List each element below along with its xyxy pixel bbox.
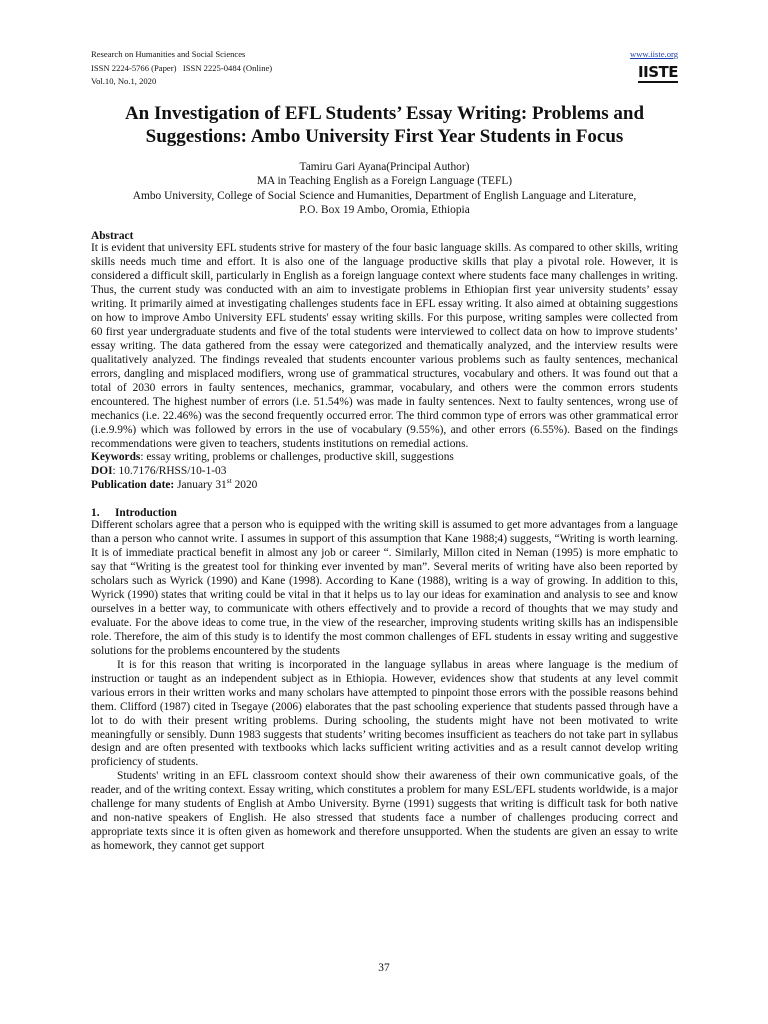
journal-url-link[interactable]: www.iiste.org: [630, 49, 678, 59]
journal-branding: [630, 48, 678, 83]
journal-volume: Vol.10, No.1, 2020: [91, 76, 157, 86]
keywords-line: [91, 451, 678, 465]
abstract-text: It is evident that university EFL students strive for mastery of the four basic language skills. As compared to other skills, writing skills needs much time and effort. It is also one of the language productive skills that play a pivotal role. However, it is considered a difficult skill, particularly in English as a foreign language context where students face many challenges in writing. Thus, the current study was conducted with an aim to investigate problems in Ethiopian first year university students’ essay writing. It primarily aimed at investigating challenges students face in EFL essay writing. It also aimed at obtaining suggestions on how to improve Ambo University EFL students' essay writing skills. For this purpose, writing samples were collected from 60 first year undergraduate students and five of the total students were interviewed to collect data on how to improve students’ essay writing. The data gathered from the essay were categorized and thematically analyzed, and the interview results were qualitatively analyzed. The findings revealed that students encounter various problems such as faulty sentences, mechanical errors, dangling and misplaced modifiers, wrong use of grammatical structures, vocabulary and others. It was found out that a total of 2030 errors in faulty sentences, mechanics, grammar, vocabulary, and others were the common errors students encountered. The highest number of errors (i.e. 51.54%) was made in faulty sentences. Next to faulty sentences, wrong use of mechanics (i.e. 22.46%) was the second frequently occurred error. The third common type of errors was other grammatical error (i.e.9.9%) which was followed by errors in the use of vocabulary (9.55%), and other errors (6.55%). Based on the findings recommendations were given to teachers, students institutions on remedial actions.: [91, 242, 678, 450]
paper-title: An Investigation of EFL Students’ Essay Writing: Problems and Suggestions: Ambo University First Year Students in Focus: [124, 103, 645, 147]
intro-paragraph: Students' writing in an EFL classroom context should show their awareness of their own communicative goals, of the reader, and of the writing context. Essay writing, which constitutes a problem for many ESL/EFL students worldwide, is a major challenge for many students of English at Ambo University. Byrne (1991) suggests that writing is difficult task for both native and non-native speakers of English. He also stressed that students face a number of challenges producing correct and appropriate texts since it is often given as homework and therefore unsupported. When the students are given an essay to write as homework, they cannot get support: [91, 770, 678, 853]
publication-date-sup: st: [226, 476, 232, 486]
publication-date-label: Publication date:: [91, 479, 175, 492]
author-address: P.O. Box 19 Ambo, Oromia, Ethiopia: [299, 203, 470, 216]
author-block: [91, 160, 678, 217]
publication-date-text: January 31: [174, 479, 227, 492]
journal-header: [91, 48, 678, 94]
journal-issn: ISSN 2224-5766 (Paper) ISSN 2225-0484 (Online): [91, 62, 273, 73]
introduction-heading: [91, 507, 678, 519]
section-number: 1.: [91, 507, 100, 520]
doi-label: DOI: [91, 465, 113, 478]
page-number: 37: [378, 962, 390, 974]
publication-date-year: 2020: [231, 479, 258, 492]
doi-line: [91, 465, 678, 479]
keywords-text: : essay writing, problems or challenges, productive skill, suggestions: [140, 451, 454, 464]
author-affiliation: Ambo University, College of Social Science and Humanities, Department of English Language and Literature,: [132, 189, 637, 202]
page-content: [91, 48, 678, 854]
author-name: Tamiru Gari Ayana(Principal Author): [299, 161, 470, 173]
abstract-heading: Abstract: [91, 230, 134, 243]
intro-paragraph: It is for this reason that writing is incorporated in the language syllabus in areas where language is the medium of instruction or taught as an independent subject as in Ethiopia. However, evidences show that students at any level commit various errors in their written works and many scholars have attempted to pinpoint those errors with the possible reasons behind them. Clifford (1987) cited in Tsegaye (2006) elaborates that the past schooling experience that students passed through have a lot to do with their present writing problems. During schooling, the students might have not been motivated to write meaningfully or sensibly. Dunn 1983 suggests that students’ writing becomes insufficient as teachers do not take part in syllabus design and are often presented with textbooks which lacks sufficient writing activities and as a result cannot develop writing proficiency of students.: [91, 658, 678, 769]
keywords-label: Keywords: [91, 451, 141, 464]
section-title: Introduction: [115, 507, 177, 520]
intro-paragraph: Different scholars agree that a person who is equipped with the writing skill is assumed to get more advantages from a language than a person who cannot write. I assumes in support of this assumption that Kane 1988;4) suggests, “Writing is worth learning. It is of immediate practical benefit in almost any job or career “. Similarly, Millon cited in Neman (1995) is more emphatic to say that “Writing is the greatest tool for thinking ever invented by man”. Several merits of writing have also been reported by scholars such as Wyrick (1990) and Kane (1998). According to Kane (1988), writing is a way of growing. In addition to this, Wyrick (1990) states that writing could be vital in that it helps us to lay our ideas for examination and analysis to see and know ourselves in a better way, to communicate with others effectively and to provide a record of thoughts that we may study and evaluate. For the above ideas to come true, in the view of the researcher, improving students writing skills has an indispensible role. Therefore, the aim of this study is to identify the most common challenges of EFL students in essay writing and suggestive solutions for the problems encountered by the students: [91, 519, 678, 657]
doi-text: : 10.7176/RHSS/10-1-03: [112, 465, 227, 478]
journal-info: [91, 48, 678, 89]
iiste-logo: IISTE: [638, 62, 678, 81]
publication-date-line: [91, 476, 678, 493]
journal-name: Research on Humanities and Social Sciences: [91, 49, 246, 59]
author-degree: MA in Teaching English as a Foreign Language (TEFL): [256, 175, 513, 188]
